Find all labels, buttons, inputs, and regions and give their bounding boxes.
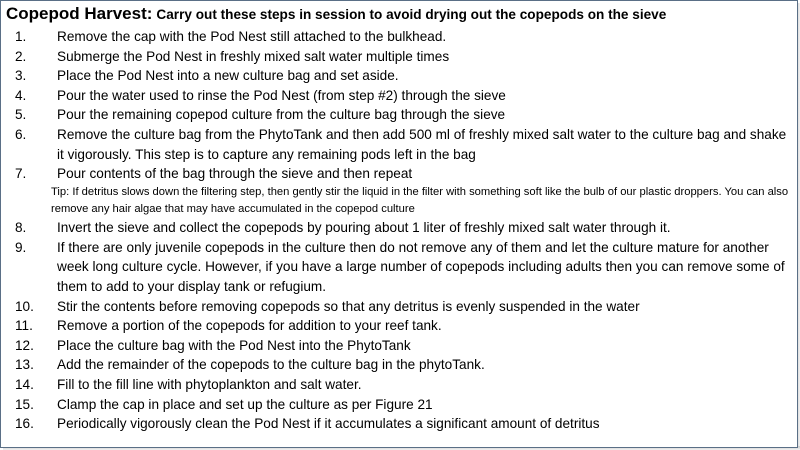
heading [6,4,666,25]
list-item [1,355,791,375]
step-text: Submerge the Pod Nest in freshly mixed salt water multiple times [57,48,450,64]
step-text: Stir the contents before removing copepods so that any detritus is evenly suspended in the water [57,298,640,314]
step-text: Pour the remaining copepod culture from the culture bag through the sieve [57,107,506,123]
list-item [1,414,791,434]
list-item [1,47,791,67]
step-number: 2. [15,48,27,64]
list-item [1,336,791,356]
step-text: Add the remainder of the copepods to the culture bag in the phytoTank. [57,357,485,373]
step-number: 5. [15,107,27,123]
list-item [1,316,791,336]
list-item [1,164,791,184]
step-text: Remove a portion of the copepods for addition to your reef tank. [57,318,442,334]
step-number: 8. [15,220,27,236]
list-item [1,125,791,164]
step-number: 7. [15,166,27,182]
list-item [1,105,791,125]
list-item [1,66,791,86]
page-title: Copepod Harvest: [6,4,153,23]
step-number: 11. [15,318,33,334]
step-text: Place the culture bag with the Pod Nest into the PhytoTank [57,337,411,353]
list-item [1,218,791,238]
step-text: Pour contents of the bag through the sieve and then repeat [57,166,413,182]
step-number: 14. [15,376,34,392]
step-number: 4. [15,87,27,103]
step-number: 15. [15,396,34,412]
step-number: 13. [15,357,34,373]
step-number: 9. [15,239,27,255]
list-item [1,375,791,395]
steps-list [1,27,791,434]
list-item [1,297,791,317]
list-item [1,395,791,415]
tip-note: Tip: If detritus slows down the filtering step, then gently stir the liquid in the filter with something soft like the bulb of our plastic droppers. You can also remove any hair algae that may have accumulated in the copepod culture [51,185,789,215]
list-item [1,238,791,297]
step-number: 16. [15,416,34,432]
step-text: Remove the cap with the Pod Nest still attached to the bulkhead. [57,29,447,44]
step-number: 10. [15,298,34,314]
step-number: 1. [15,29,27,44]
page-subtitle: Carry out these steps in session to avoid drying out the copepods on the sieve [156,7,667,22]
step-text: Invert the sieve and collect the copepods by pouring about 1 liter of freshly mixed salt water through it. [57,220,671,236]
list-item [1,86,791,106]
step-text: If there are only juvenile copepods in the culture then do not remove any of them and let the culture mature for another week long culture cycle. However, if you have a large number of copepods including adults then you can remove some of them to add to your display tank or refugium. [57,239,785,294]
step-text: Periodically vigorously clean the Pod Nest if it accumulates a significant amount of detritus [57,416,600,432]
step-text: Clamp the cap in place and set up the culture as per Figure 21 [57,396,433,412]
step-text: Remove the culture bag from the PhytoTank and then add 500 ml of freshly mixed salt water to the culture bag and shake it vigorously. This step is to capture any remaining pods left in the bag [57,126,787,162]
step-text: Place the Pod Nest into a new culture bag and set aside. [57,68,399,84]
step-text: Fill to the fill line with phytoplankton and salt water. [57,376,362,392]
step-text: Pour the water used to rinse the Pod Nest (from step #2) through the sieve [57,87,506,103]
step-number: 6. [15,126,27,142]
step-number: 12. [15,337,34,353]
step-number: 3. [15,68,27,84]
list-item [1,27,791,47]
